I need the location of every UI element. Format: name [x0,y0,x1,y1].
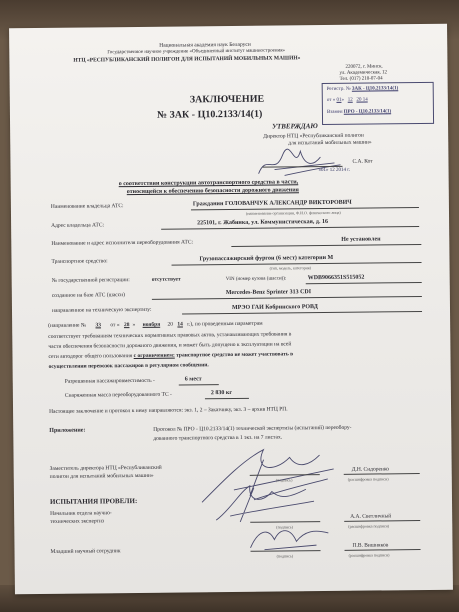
tester-1-name: А.А. Светличный [350,513,392,520]
tester-1-sig-hint: (подпись) [276,524,293,530]
field-executor-label: Наименование и адрес исполнителя переоборудования АТС: [51,239,194,247]
tester-1-line-2: технических экспертиз [50,518,105,525]
direction-from: от « [110,322,120,329]
header-institute: Государственное научное учреждение «Объединенный институт машиностроения» [107,48,286,56]
field-executor-value: Не установлен [341,236,381,243]
appendix-line-1: Протокол № ПРО - Ц10.2133/14(1) технической экспертизы (испытаний) переобору- [153,424,352,433]
body-line-3 [48,351,293,360]
capacity-label: Разрешенная пассажировместимость - [64,377,155,385]
body-line-4: осуществлении перевозок пассажиров в регулярном сообщении. [48,362,209,370]
approval-line-2: для испытаний мобильных машин» [288,139,372,147]
stamp-reg-value: ЗАК - Ц10.2133/14(1) [351,86,399,92]
field-vehicle-hint: (тип, модель, категория) [269,265,311,271]
header-center: НТЦ «РЕСПУБЛИКАНСКИЙ ПОЛИГОН ДЛЯ ИСПЫТАНИЙ МОБИЛЬНЫХ МАШИН» [73,55,301,64]
field-owner-value: Гражданин ГОЛОВАНЧУК АЛЕКСАНДР ВИКТОРОВИЧ [192,199,352,208]
direction-day: 28 [123,322,130,329]
tests-heading: ИСПЫТАНИЯ ПРОВЕЛИ: [49,496,138,506]
stamp-date-row: от « 01» 12 20 14 [326,97,368,103]
director-signature [254,145,344,182]
header-address-2: ул. Академическая, 12 [339,70,388,76]
field-owner-hint: (наименование организации, Ф.И.О. физического лица) [245,209,341,216]
direction-century: 20 [167,321,174,328]
registration-label: № государственной регистрации: [51,277,130,284]
stamp-based-value: ПРО - Ц10.2133/14(1) [343,109,392,115]
field-vehicle-label: Транспортное средство: [51,258,108,265]
body-restriction: с ограничением: [133,352,175,360]
registration-value: отсутствует [151,276,181,283]
stamp-based-label: Взамен [326,109,343,115]
stamp-year: 20 14 [356,97,368,103]
direction-year: 14 [177,321,183,328]
document-sheet [9,24,453,595]
approval-line-1: Директор НТЦ «Республиканский полигон [263,132,364,140]
registration-stamp [322,82,434,125]
field-address-label: Адрес владельца АТС: [51,222,105,229]
base-label: созданное на базе АТС (шасси) [51,292,125,299]
subject-line-2: относящейся к обеспечению безопасности дорожного движения [126,187,299,196]
direction-month: ноября [142,321,161,328]
body-line-3c: транспортное средство не может участвовать в [176,351,294,359]
capacity-value: 6 мест [184,376,202,383]
tester-2-signature [244,519,334,554]
document-number: № ЗАК - Ц10.2133/14(1) [156,108,263,121]
copies-note: Настоящее заключение и протокол к нему направляются: экз. 1, 2 – Заказчику, экз. 3 – архив НТЦ РП. [49,406,288,415]
field-vehicle-value: Грузопассажирский фургон (6 мест) категории М [199,254,334,263]
stamp-reg-label: Регистр. № [326,86,351,92]
header-address-1: 220072, г. Минск, [345,64,383,70]
deputy-name-hint: (расшифровка подписи) [347,476,389,482]
stamp-based-row [327,107,391,117]
approval-heading: УТВЕРЖДАЮ [272,122,318,131]
deputy-line-1: Заместитель директора НТЦ «Республиканский [49,464,162,472]
deputy-sig-hint: (подпись) [275,477,293,483]
tester-2-line-1: Младший научный сотрудник [50,548,121,555]
mass-underline [205,398,249,399]
mass-label: Снаряженная масса переоборудованного ТС - [64,391,172,399]
field-address-value: 225101, г. Жабинка, ул. Коммунистическая, д. 16 [197,218,328,227]
tester-1-name-hint: (расшифровка подписи) [348,523,390,529]
vin-value: WDB9066351S515052 [307,274,365,282]
tester-2-name-hint: (расшифровка подписи) [348,552,390,558]
mass-value: 2 830 кг [210,389,233,397]
vin-underline [306,282,422,284]
appendix-line-2: дованного транспортного средства в 1 экз. на 7 листах. [153,434,283,442]
header-academy: Национальная академия наук Беларуси [159,41,251,49]
deputy-line-2: полигон для испытаний мобильных машин» [49,472,154,480]
approval-signer: С.А. Кот [352,158,373,165]
inspection-value: МРЭО ГАИ Кобринского РОВД [231,304,318,311]
field-owner-label: Наименование владельца АТС: [50,203,124,210]
inspection-label: направленное на техническую экспертизу: [51,306,152,314]
stamp-month: 12 [347,97,353,103]
document-title: ЗАКЛЮЧЕНИЕ [189,93,265,106]
appendix-label: Приложение: [49,427,86,434]
inspection-underline [182,311,422,315]
tester-2-name-line [345,549,421,551]
field-address-underline [161,226,419,230]
capacity-underline [179,384,219,385]
direction-line [48,321,263,329]
subject-line-1: о соответствии конструкции автотранспортного средства в части, [118,179,299,188]
base-underline [152,296,422,300]
direction-quote: » [132,322,136,329]
header-address-3: Тел. (017) 210-07-04 [339,76,383,82]
body-line-2: части обеспечения безопасности дорожного движения, и может быть допущено к эксплуатации на всей [48,341,292,350]
stamp-from-label: от « [326,97,336,103]
body-line-3a: сети автодорог общего пользования [48,353,133,360]
field-executor-underline [231,244,421,247]
deputy-name: Д.Н. Сидоренко [351,466,390,473]
deputy-name-line [344,473,420,475]
body-line-1: соответствует требованиям технических нормативных правовых актов, устанавливающих требования в [48,331,292,340]
approval-date: «01» 12 2014 г. [318,167,351,174]
tester-2-name: П.В. Вишняков [352,542,389,549]
tester-1-line-1: Начальник отдела научно- [50,510,112,517]
stamp-reg-row [327,84,399,94]
direction-suffix: г.), по проведенным параметрам [187,320,263,328]
tester-1-name-line [344,520,420,522]
direction-prefix: (направление № [48,322,87,329]
vin-label: VIN (номер кузова (шасси)): [225,276,287,283]
direction-number: 33 [95,322,102,329]
base-value: Mercedes-Benz Sprinter 313 CDI [225,289,312,297]
stamp-day: 01 [336,97,342,103]
tester-2-sig-hint: (подпись) [276,553,294,559]
